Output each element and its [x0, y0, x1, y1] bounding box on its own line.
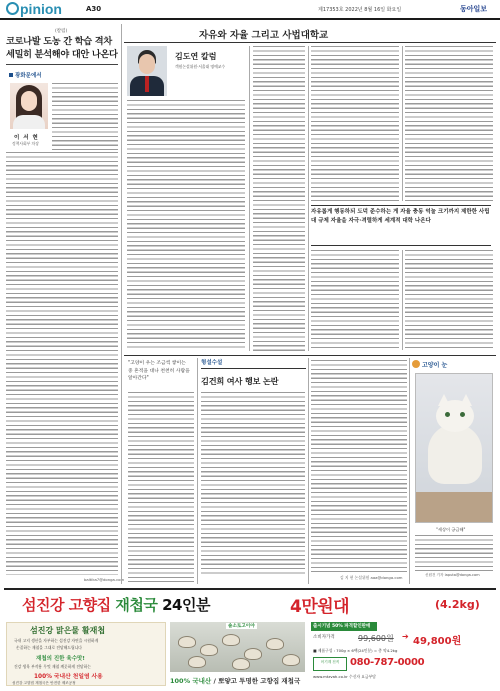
main-body-text-col3 [311, 46, 399, 201]
cat-body-text [415, 535, 493, 571]
ad-left-salt: 100% 국내산 천일염 사용 [34, 674, 103, 680]
column-divider [402, 250, 403, 350]
columnist-role: 객원논설위원·서울대 명예교수 [175, 64, 226, 69]
column-divider [121, 24, 122, 584]
main-column-title: 자유와 자율 그리고 사법대학교 [199, 30, 329, 41]
ad-price-headline: 4만원대 [290, 597, 350, 617]
side-body-text [128, 392, 194, 582]
left-body-text-top [52, 83, 118, 151]
section-logo: pinion [6, 1, 62, 17]
section-divider [124, 355, 496, 356]
ad-weight: (4.2kg) [435, 598, 480, 611]
cat-eye-tag: 고양이 눈 [412, 360, 447, 369]
page-header [0, 0, 500, 20]
ad-sale-banner: 출시기념 50% 파격할인판매 [311, 622, 377, 631]
columnist-name: 김도연 칼럼 [175, 52, 217, 61]
hyeongseolsu-title: 김건희 여사 행보 논란 [201, 376, 279, 386]
page-number: A30 [86, 5, 102, 13]
cat-photo [415, 373, 493, 523]
ad-left-line: 섬진강 고향집 재첩국은 안전한 제조공정 [12, 681, 76, 685]
main-body-text-col2 [253, 46, 305, 351]
column-divider [308, 46, 309, 351]
cat-sign: 신원건 기자 laputa@donga.com [425, 573, 480, 577]
pull-quote-top-rule [311, 205, 491, 206]
hyeongseolsu-sign: 김 지 현 논설위원 aaa@donga.com [340, 575, 403, 580]
cat-caption: "세상이 궁금해" [436, 527, 466, 532]
pull-quote: 자유롭게 행동하되 도덕 준수하는 게 자율 충동 억눌 크기까지 제한한 사립대 규제 자율을 자극·격렬하게 세계적 대학 나온다 [311, 209, 490, 224]
cat-logo-icon [412, 360, 420, 368]
square-bullet-icon [9, 73, 13, 77]
main-title-divider [124, 42, 496, 43]
left-kicker: (칼럼) [55, 29, 68, 34]
arrow-right-icon: ➔ [402, 632, 409, 641]
ad-consumer-price-label: 소비자가격 [313, 635, 335, 640]
side-quote: "고양이 우는 조금씩 쌓이는 중 흔적을 대나 천천히 사람을 알아간다" [128, 361, 190, 382]
pull-quote-bottom-rule [311, 245, 491, 246]
hyeongseolsu-body-col1 [201, 392, 305, 574]
ad-phone-number[interactable]: 080-787-0000 [350, 657, 425, 668]
ad-center-badge: 솔소토고이야 [228, 624, 255, 629]
issue-date: 제17353호 2022년 8월 16일 화요일 [318, 7, 402, 13]
column-divider [308, 358, 309, 584]
column-divider [402, 46, 403, 201]
column-divider [197, 358, 198, 584]
ad-left-title: 섬진강 맑은물 활재첩 [30, 626, 106, 635]
ad-badge-box: 어기계 천직 [313, 657, 347, 671]
hyeongseolsu-divider [201, 368, 306, 369]
author-email: baltika7@donga.com [84, 577, 125, 582]
author-name: 이 서 현 [14, 135, 39, 141]
columnist-photo [127, 46, 167, 96]
main-body-text-col6 [405, 250, 493, 350]
ad-clam-photo [170, 622, 305, 672]
ad-left-line: 건강 생육 부작용 무엇 재첩 깨끗하게 전달하는 [14, 664, 91, 669]
column-divider [249, 46, 250, 351]
author-role: 정책사회부 차장 [12, 141, 39, 146]
main-body-text-col4 [405, 46, 493, 201]
newspaper-name: 동아일보 [460, 5, 488, 13]
ad-headline: 섬진강 고향집 재첩국 24인분 [22, 596, 210, 614]
main-body-text-col5 [311, 250, 399, 350]
left-body-text [6, 152, 118, 575]
ad-composition: ■ 제품구성 : 700g × 6팩(24인분) = 총 약4.2kg [313, 648, 398, 653]
left-divider [6, 64, 118, 65]
ad-slogan: 100% 국내산 / 뽀얗고 투명한 고향집 재첩국 [170, 677, 301, 685]
column-divider [409, 358, 410, 584]
ad-left-line: 국내 고지 생산을 자부하는 섬진강 자연을 시원하게 [14, 638, 99, 643]
hyeongseolsu-body-col2 [311, 360, 407, 572]
ad-old-price: 99,600원 [358, 634, 394, 643]
column-tag-gwanghwamun: 광화문에서 [9, 71, 42, 79]
ad-new-price: 49,800원 [413, 636, 462, 647]
ad-left-highlight: 재첩의 진한 육수맛! [36, 656, 85, 662]
logo-circle-icon [6, 2, 19, 15]
ad-left-line: 손질하는 재첩을 그대로 전달해드립니다 [16, 645, 82, 650]
hyeongseolsu-tag: 형설수설 [201, 360, 223, 366]
ad-website[interactable]: www.mtzvah.co.kr 수신자 요금부담 [313, 674, 376, 679]
main-body-text-col1 [127, 100, 245, 350]
author-photo [10, 83, 48, 129]
left-headline: 코로나발 도농 간 학습 격차 세밀히 분석해야 대안 나온다 [6, 36, 118, 60]
